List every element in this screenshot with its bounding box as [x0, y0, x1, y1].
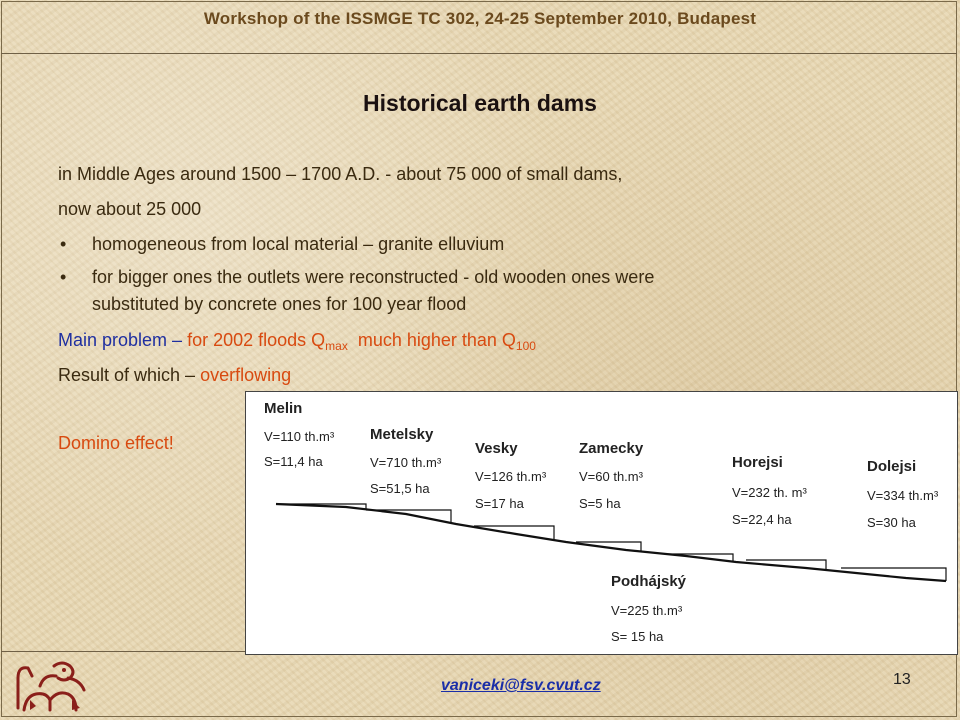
dam-area-dolejsi: S=30 ha	[867, 515, 916, 530]
dam-volume-dolejsi: V=334 th.m³	[867, 488, 939, 503]
q-max-subscript: max	[325, 339, 348, 353]
dam-volume-metelsky: V=710 th.m³	[370, 455, 442, 470]
dam-area-horejsi: S=22,4 ha	[732, 512, 792, 527]
result-line	[58, 364, 291, 386]
domino-effect-text: Domino effect!	[58, 433, 174, 453]
bullet-text-2-line-1: for bigger ones the outlets were reconstructed - old wooden ones were	[92, 267, 655, 287]
dam-cascade-diagram	[245, 391, 958, 655]
dam-name-podhajsky: Podhájský	[611, 573, 687, 590]
result-lead: Result of which –	[58, 365, 201, 385]
dam-name-dolejsi: Dolejsi	[867, 458, 917, 475]
header-divider	[1, 53, 957, 54]
dam-volume-zamecky: V=60 th.m³	[579, 469, 643, 484]
dam-name-horejsi: Horejsi	[732, 454, 783, 471]
footer-email-link[interactable]: vaniceki@fsv.cvut.cz	[441, 677, 601, 694]
dam-volume-horejsi: V=232 th. m³	[732, 485, 807, 500]
dam-area-vesky: S=17 ha	[475, 496, 524, 511]
dam-name-zamecky: Zamecky	[579, 440, 644, 457]
main-problem-text: for 2002 floods Q	[187, 330, 326, 350]
intro-line-1: in Middle Ages around 1500 – 1700 A.D. - about 75 000 of small dams,	[58, 164, 623, 184]
dam-name-vesky: Vesky	[475, 440, 518, 457]
bullet-dot: •	[60, 234, 67, 254]
bullet-text-1: homogeneous from local material – granite elluvium	[92, 234, 505, 254]
intro-line-2: now about 25 000	[58, 199, 202, 219]
page-number: 13	[893, 671, 911, 688]
main-problem-line	[58, 329, 536, 357]
dam-area-metelsky: S=51,5 ha	[370, 481, 430, 496]
dam-name-melin: Melin	[264, 400, 303, 417]
dam-area-melin: S=11,4 ha	[264, 454, 323, 469]
main-problem-lead: Main problem	[58, 330, 168, 350]
dam-area-podhajsky: S= 15 ha	[611, 629, 664, 644]
main-problem-dash: –	[167, 330, 188, 350]
slide-title: Historical earth dams	[363, 90, 597, 116]
dam-area-zamecky: S=5 ha	[579, 496, 621, 511]
result-highlight: overflowing	[200, 365, 292, 385]
lion-logo-icon	[10, 656, 92, 714]
header-title: Workshop of the ISSMGE TC 302, 24-25 September 2010, Budapest	[203, 9, 757, 28]
dam-cascade-profile	[246, 392, 959, 656]
dam-volume-vesky: V=126 th.m³	[475, 469, 547, 484]
dam-volume-podhajsky: V=225 th.m³	[611, 603, 683, 618]
bullet-dot: •	[60, 267, 67, 287]
dam-reservoirs	[276, 504, 946, 581]
dam-name-metelsky: Metelsky	[370, 426, 434, 443]
main-problem-mid: much higher than Q	[347, 330, 516, 350]
dam-volume-melin: V=110 th.m³	[264, 429, 335, 444]
bullet-text-2-line-2: substituted by concrete ones for 100 year flood	[92, 294, 467, 314]
q-100-subscript: 100	[515, 339, 536, 353]
